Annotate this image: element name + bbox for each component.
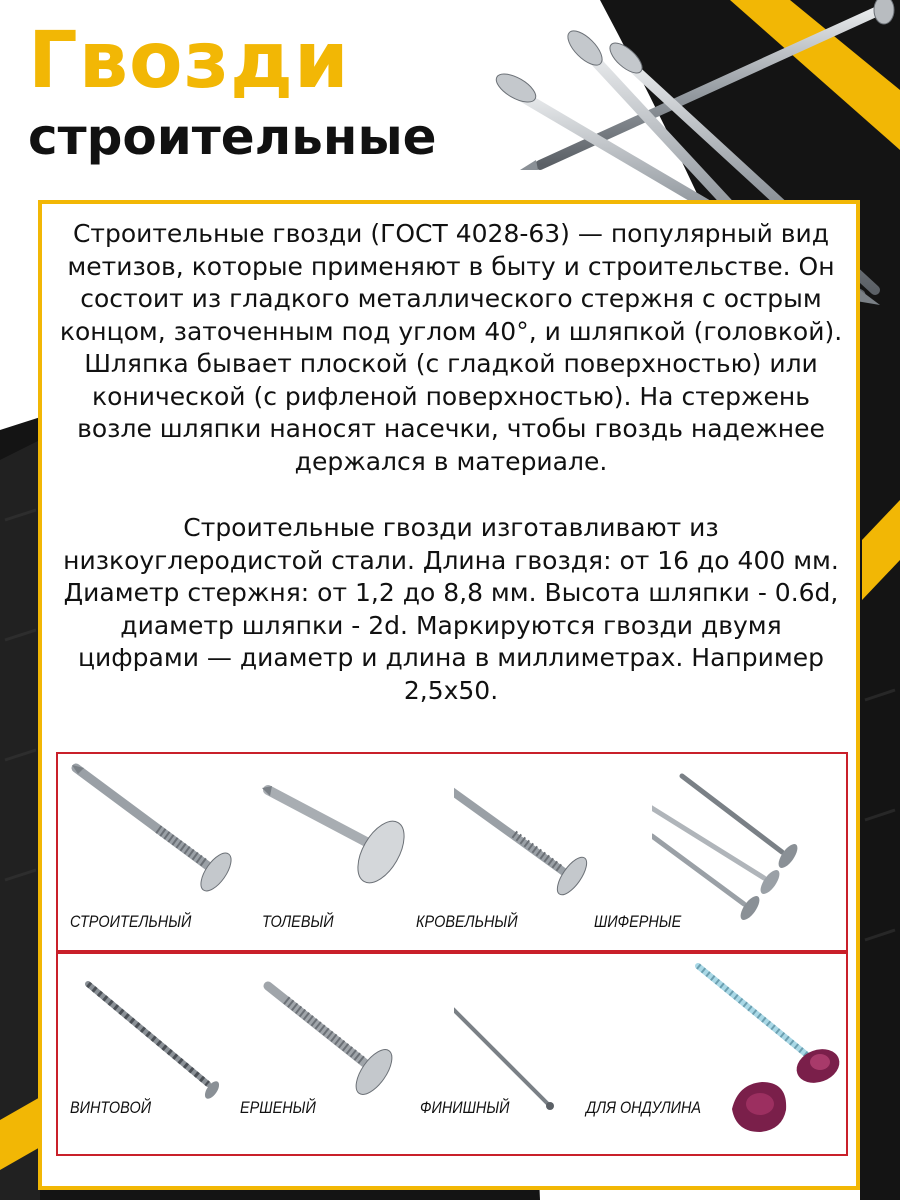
nail-type-label: ВИНТОВОЙ: [70, 1098, 152, 1117]
nail-type-label: ШИФЕРНЫЕ: [594, 912, 682, 931]
screw-nail-icon: [58, 954, 256, 1154]
nail-type-label: СТРОИТЕЛЬНЫЙ: [70, 912, 192, 931]
nail-type-label: ДЛЯ ОНДУЛИНА: [586, 1098, 702, 1117]
nail-type-label: ЕРШЕНЫЙ: [240, 1098, 316, 1117]
nail-types-row-1: [56, 752, 848, 952]
ruff-nail-icon: [256, 954, 454, 1154]
nail-type-card: [420, 954, 652, 1154]
description-text: [56, 218, 846, 707]
finishing-nail-icon: [454, 954, 652, 1154]
nail-type-label: ТОЛЕВЫЙ: [262, 912, 334, 931]
description-paragraph-1: Строительные гвозди (ГОСТ 4028-63) — популярный вид метизов, которые применяют в быту и строительстве. Он состоит из гладкого металлического стержня с острым концом, заточенным под углом 40°, и шляпкой (головкой). Шляпка бывает плоской (с гладкой поверхностью) или конической (с рифленой поверхностью). На стержень возле шляпки наносят насечки, чтобы гвоздь надежнее держался в материале.: [59, 219, 843, 476]
page-subtitle: строительные: [28, 108, 437, 166]
nail-type-card: [594, 754, 850, 950]
nail-type-card: [58, 754, 256, 950]
nail-type-card: [58, 954, 256, 1154]
nail-type-card: [240, 954, 454, 1154]
nail-types-row-2: [56, 952, 848, 1156]
page-title: Гвозди: [28, 16, 350, 106]
nail-type-card: [586, 954, 850, 1154]
ondulin-nail-icon: [652, 954, 850, 1154]
slate-nails-icon: [652, 754, 850, 950]
nail-type-label: КРОВЕЛЬНЫЙ: [416, 912, 518, 931]
description-paragraph-2: Строительные гвозди изготавливают из низкоуглеродистой стали. Длина гвоздя: от 16 до 400 мм. Диаметр стержня: от 1,2 до 8,8 мм. Высота шляпки - 0.6d, диаметр шляпки - 2d. Маркируются гвозди двумя цифрами — диаметр и длина в миллиметрах. Например 2,5х50.: [63, 513, 839, 705]
nail-type-label: ФИНИШНЫЙ: [420, 1098, 510, 1117]
